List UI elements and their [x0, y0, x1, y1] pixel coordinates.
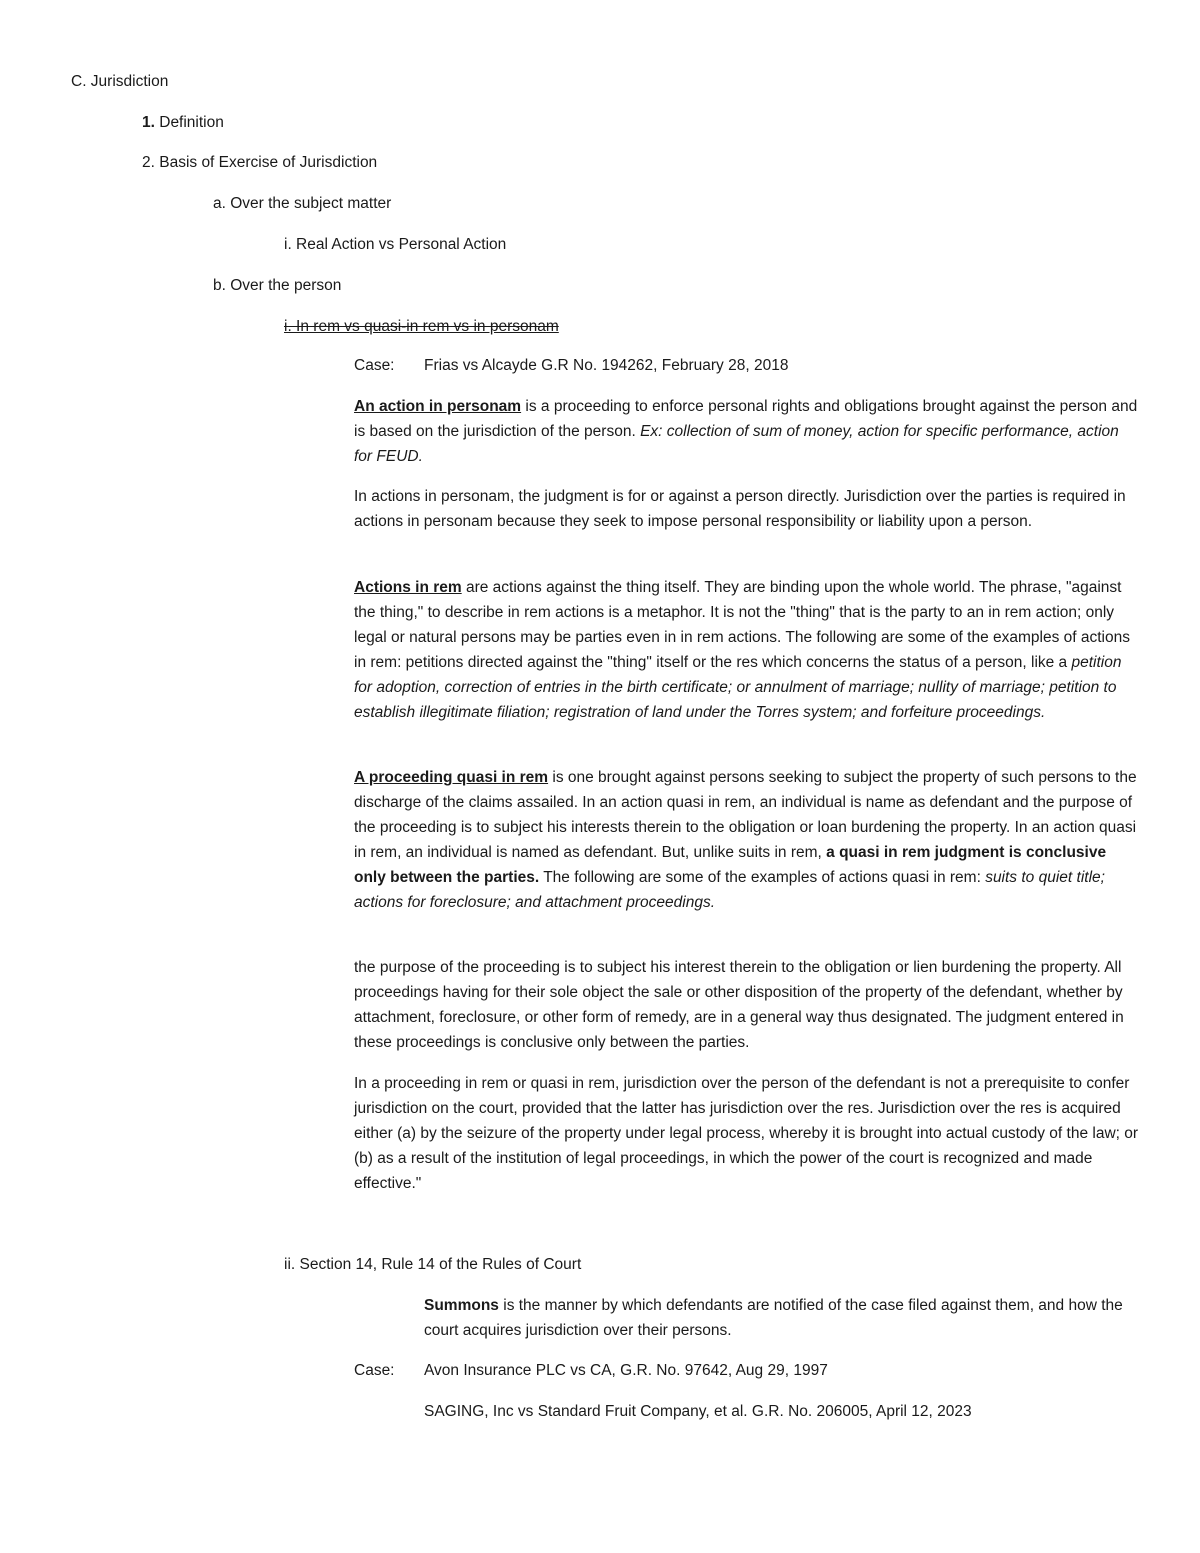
paragraph-personam-judgment: In actions in personam, the judgment is for or against a person directly. Jurisdiction over the parties is required in actions in personam because they seek to impose personal responsibility or liability upon a person. — [354, 488, 1126, 530]
case-label: Case: — [354, 357, 395, 374]
paragraph-in-rem — [354, 575, 1139, 725]
case-citation: Avon Insurance PLC vs CA, G.R. No. 97642, Aug 29, 1997 — [424, 1362, 828, 1379]
outline-item-definition — [142, 113, 224, 133]
paragraph-bold: a quasi in rem judgment is conclusive only between the parties. — [354, 844, 1107, 886]
outline-item-subject-matter: a. Over the subject matter — [213, 195, 392, 212]
term-summons: Summons — [424, 1297, 499, 1314]
paragraph-text: is a proceeding to enforce personal rights and obligations brought against the person and is based on the jurisdiction of the person. — [354, 398, 1138, 440]
outline-item-real-vs-personal: i. Real Action vs Personal Action — [284, 236, 507, 253]
outline-item-over-person: b. Over the person — [213, 277, 342, 294]
case-frias — [354, 356, 788, 376]
case-saging: SAGING, Inc vs Standard Fruit Company, et al. G.R. No. 206005, April 12, 2023 — [424, 1403, 972, 1420]
case-citation: Frias vs Alcayde G.R No. 194262, February 28, 2018 — [424, 357, 789, 374]
outline-item-number: 1. — [142, 114, 155, 131]
paragraph-examples: Ex: collection of sum of money, action for specific performance, action for FEUD. — [354, 423, 1119, 465]
term-in-rem: Actions in rem — [354, 579, 462, 596]
term-quasi-in-rem: A proceeding quasi in rem — [354, 769, 549, 786]
paragraph-text: are actions against the thing itself. They are binding upon the whole world. The phrase, "against the thing," to describe in rem actions is a metaphor. It is not the "thing" that is the party to an in rem action; only legal or natural persons may be parties even in in rem actions. The following are some of the examples of actions in rem: petitions directed against the "thing" itself or the res which concerns the status of a person, like a — [354, 579, 1130, 671]
paragraph-text-2: The following are some of the examples of actions quasi in rem: — [539, 869, 986, 886]
paragraph-text: is one brought against persons seeking to subject the property of such persons to the discharge of the claims assailed. In an action quasi in rem, an individual is name as defendant and the purpose of the proceeding is to subject his interests therein to the obligation or loan burdening the property. In an action quasi in rem, an individual is named as defendant. But, unlike suits in rem, — [354, 769, 1137, 861]
paragraph-purpose: the purpose of the proceeding is to subject his interest therein to the obligation or lien burdening the property. All proceedings having for their sole object the sale or other disposition of the property of the defendant, whether by attachment, foreclosure, or other form of remedy, are in a general way thus designated. The judgment entered in these proceedings is conclusive only between the parties. — [354, 959, 1124, 1051]
outline-item-section-14: ii. Section 14, Rule 14 of the Rules of Court — [284, 1256, 582, 1273]
term-in-personam: An action in personam — [354, 398, 522, 415]
paragraph-quasi-in-rem — [354, 765, 1139, 915]
paragraph-examples: suits to quiet title; actions for foreclosure; and attachment proceedings. — [354, 869, 1105, 911]
case-avon — [354, 1361, 828, 1381]
outline-item-label: Definition — [154, 114, 224, 131]
paragraph-res-jurisdiction: In a proceeding in rem or quasi in rem, jurisdiction over the person of the defendant is not a prerequisite to confer jurisdiction on the court, provided that the latter has jurisdiction over the res. Jurisdiction over the res is acquired either (a) by the seizure of the property under legal process, whereby it is brought into actual custody of the law; or (b) as a result of the institution of legal proceedings, in which the power of the court is recognized and made effective." — [354, 1075, 1139, 1192]
paragraph-examples: petition for adoption, correction of entries in the birth certificate; or annulment of marriage; nullity of marriage; petition to establish illegitimate filiation; registration of land under the Torres system; and forfeiture proceedings. — [354, 654, 1122, 721]
heading-jurisdiction: C. Jurisdiction — [71, 73, 169, 90]
case-label: Case: — [354, 1362, 395, 1379]
paragraph-in-personam — [354, 394, 1139, 469]
paragraph-summons — [424, 1293, 1139, 1343]
paragraph-text: is the manner by which defendants are notified of the case filed against them, and how the court acquires jurisdiction over their persons. — [424, 1297, 1123, 1339]
outline-item-basis: 2. Basis of Exercise of Jurisdiction — [142, 154, 378, 171]
outline-item-in-rem-vs-personam: i. In rem vs quasi-in rem vs in personam — [284, 318, 559, 335]
